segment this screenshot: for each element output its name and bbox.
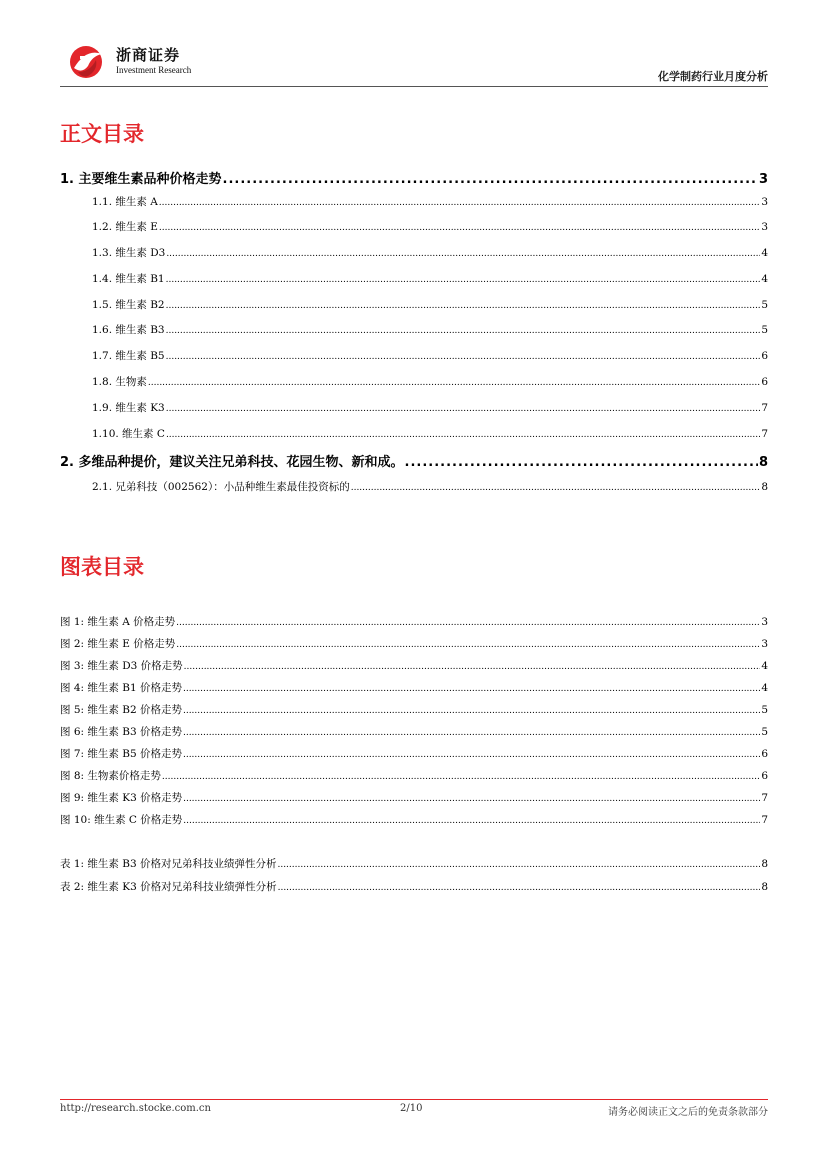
toc-entry-label: 1.3. 维生素 D3 [92, 247, 166, 259]
toc-entry-page: 6 [761, 376, 768, 388]
toc-entry[interactable] [92, 271, 768, 286]
table-entry-page: 8 [761, 881, 768, 893]
toc-entry[interactable] [92, 322, 768, 337]
figure-entry[interactable] [60, 790, 768, 805]
dot-leader [184, 662, 761, 672]
toc-entry-label: 1.7. 维生素 B5 [92, 350, 165, 362]
figure-entry-label: 图 6: 维生素 B3 价格走势 [60, 726, 182, 738]
toc-entry[interactable] [92, 348, 768, 363]
figures-title: 图表目录 [60, 555, 144, 579]
figure-entry-label: 图 7: 维生素 B5 价格走势 [60, 748, 182, 760]
figure-entry-label: 图 5: 维生素 B2 价格走势 [60, 704, 182, 716]
dot-leader [159, 198, 761, 208]
toc-entry-label: 1.2. 维生素 E [92, 221, 158, 233]
footer-divider [60, 1099, 768, 1100]
toc-entry[interactable] [92, 426, 768, 441]
figure-entry[interactable] [60, 680, 768, 695]
zheshang-logo-icon [66, 42, 108, 80]
toc-entry-label: 1.9. 维生素 K3 [92, 402, 165, 414]
toc-entry[interactable] [92, 297, 768, 312]
dot-leader [183, 684, 760, 694]
toc-entry-label: 1.1. 维生素 A [92, 196, 158, 208]
figure-entry-page: 5 [761, 726, 768, 738]
brand-subtitle: Investment Research [116, 65, 192, 75]
figure-entry[interactable] [60, 636, 768, 651]
table-entry-label: 表 2: 维生素 K3 价格对兄弟科技业绩弹性分析 [60, 881, 277, 893]
figure-entry[interactable] [60, 768, 768, 783]
figure-entry-label: 图 4: 维生素 B1 价格走势 [60, 682, 182, 694]
figure-entry-page: 4 [761, 682, 768, 694]
figure-entry-label: 图 10: 维生素 C 价格走势 [60, 814, 183, 826]
figure-entry-label: 图 1: 维生素 A 价格走势 [60, 616, 176, 628]
toc-entry-page: 5 [761, 324, 768, 336]
dot-leader [183, 750, 760, 760]
toc-entry-page: 4 [761, 247, 768, 259]
toc-title: 正文目录 [60, 122, 144, 146]
dot-leader [183, 794, 760, 804]
toc-entry[interactable] [92, 479, 768, 494]
figure-entry[interactable] [60, 812, 768, 827]
figure-entry-page: 5 [761, 704, 768, 716]
figure-entry[interactable] [60, 724, 768, 739]
toc-entry-page: 3 [761, 196, 768, 208]
toc-entry-label: 1.5. 维生素 B2 [92, 299, 165, 311]
toc-entry-label: 1. 主要维生素品种价格走势 [60, 172, 222, 187]
footer-disclaimer: 请务必阅读正文之后的免责条款部分 [608, 1107, 768, 1118]
figure-entry-label: 图 8: 生物素价格走势 [60, 770, 161, 782]
toc-entry-page: 3 [758, 172, 768, 187]
toc-entry-label: 1.4. 维生素 B1 [92, 273, 165, 285]
toc-entry-label: 1.8. 生物素 [92, 376, 147, 388]
dot-leader [166, 275, 761, 285]
figure-entry-page: 3 [761, 638, 768, 650]
toc-entry-label: 1.6. 维生素 B3 [92, 324, 165, 336]
dot-leader [176, 640, 760, 650]
figure-entry[interactable] [60, 658, 768, 673]
toc-entry[interactable] [92, 194, 768, 209]
footer-page-number: 2/10 [400, 1103, 423, 1114]
toc-entry[interactable] [92, 219, 768, 234]
toc-entry-page: 7 [761, 428, 768, 440]
toc-entry[interactable] [92, 374, 768, 389]
dot-leader [183, 728, 760, 738]
toc-entry-page: 4 [761, 273, 768, 285]
dot-leader [166, 301, 761, 311]
dot-leader [162, 772, 760, 782]
toc-entry-page: 8 [761, 481, 768, 493]
toc-entry-page: 7 [761, 402, 768, 414]
toc-entry[interactable] [92, 245, 768, 260]
figure-entry-label: 图 2: 维生素 E 价格走势 [60, 638, 176, 650]
header-divider [60, 86, 768, 87]
dot-leader [277, 860, 760, 870]
figure-entry-label: 图 9: 维生素 K3 价格走势 [60, 792, 183, 804]
toc-entry-page: 8 [758, 455, 768, 470]
toc-entry-label: 2.1. 兄弟科技（002562）：小品种维生素最佳投资标的 [92, 481, 350, 493]
dot-leader [405, 455, 758, 470]
toc-entry-page: 5 [761, 299, 768, 311]
dot-leader [183, 816, 760, 826]
dot-leader [166, 249, 760, 259]
dot-leader [166, 326, 761, 336]
dot-leader [148, 378, 760, 388]
toc-entry-label: 1.10. 维生素 C [92, 428, 165, 440]
table-entry-label: 表 1: 维生素 B3 价格对兄弟科技业绩弹性分析 [60, 858, 277, 870]
dot-leader [166, 404, 761, 414]
page-header [60, 38, 768, 88]
toc-entry-page: 6 [761, 350, 768, 362]
dot-leader [183, 706, 760, 716]
figure-entry-page: 7 [761, 814, 768, 826]
dot-leader [223, 172, 758, 187]
figure-entry-page: 4 [761, 660, 768, 672]
brand-name: 浙商证券 [116, 46, 181, 64]
table-entry[interactable] [60, 856, 768, 871]
table-entry[interactable] [60, 879, 768, 894]
report-title: 化学制药行业月度分析 [658, 70, 768, 83]
table-entry-page: 8 [761, 858, 768, 870]
dot-leader [166, 352, 761, 362]
dot-leader [176, 618, 760, 628]
figure-entry[interactable] [60, 614, 768, 629]
dot-leader [166, 430, 760, 440]
figure-entry[interactable] [60, 746, 768, 761]
toc-entry-label: 2. 多维品种提价，建议关注兄弟科技、花园生物、新和成。 [60, 455, 404, 470]
figure-entry[interactable] [60, 702, 768, 717]
figure-entry-page: 7 [761, 792, 768, 804]
footer-url-link[interactable]: http://research.stocke.com.cn [60, 1103, 211, 1114]
figure-entry-page: 3 [761, 616, 768, 628]
dot-leader [351, 483, 761, 493]
figure-entry-page: 6 [761, 770, 768, 782]
toc-entry-page: 3 [761, 221, 768, 233]
dot-leader [159, 223, 760, 233]
toc-entry[interactable] [60, 168, 768, 187]
figure-entry-label: 图 3: 维生素 D3 价格走势 [60, 660, 183, 672]
figure-entry-page: 6 [761, 748, 768, 760]
dot-leader [278, 883, 761, 893]
toc-entry[interactable] [92, 400, 768, 415]
toc-entry[interactable] [60, 451, 768, 470]
